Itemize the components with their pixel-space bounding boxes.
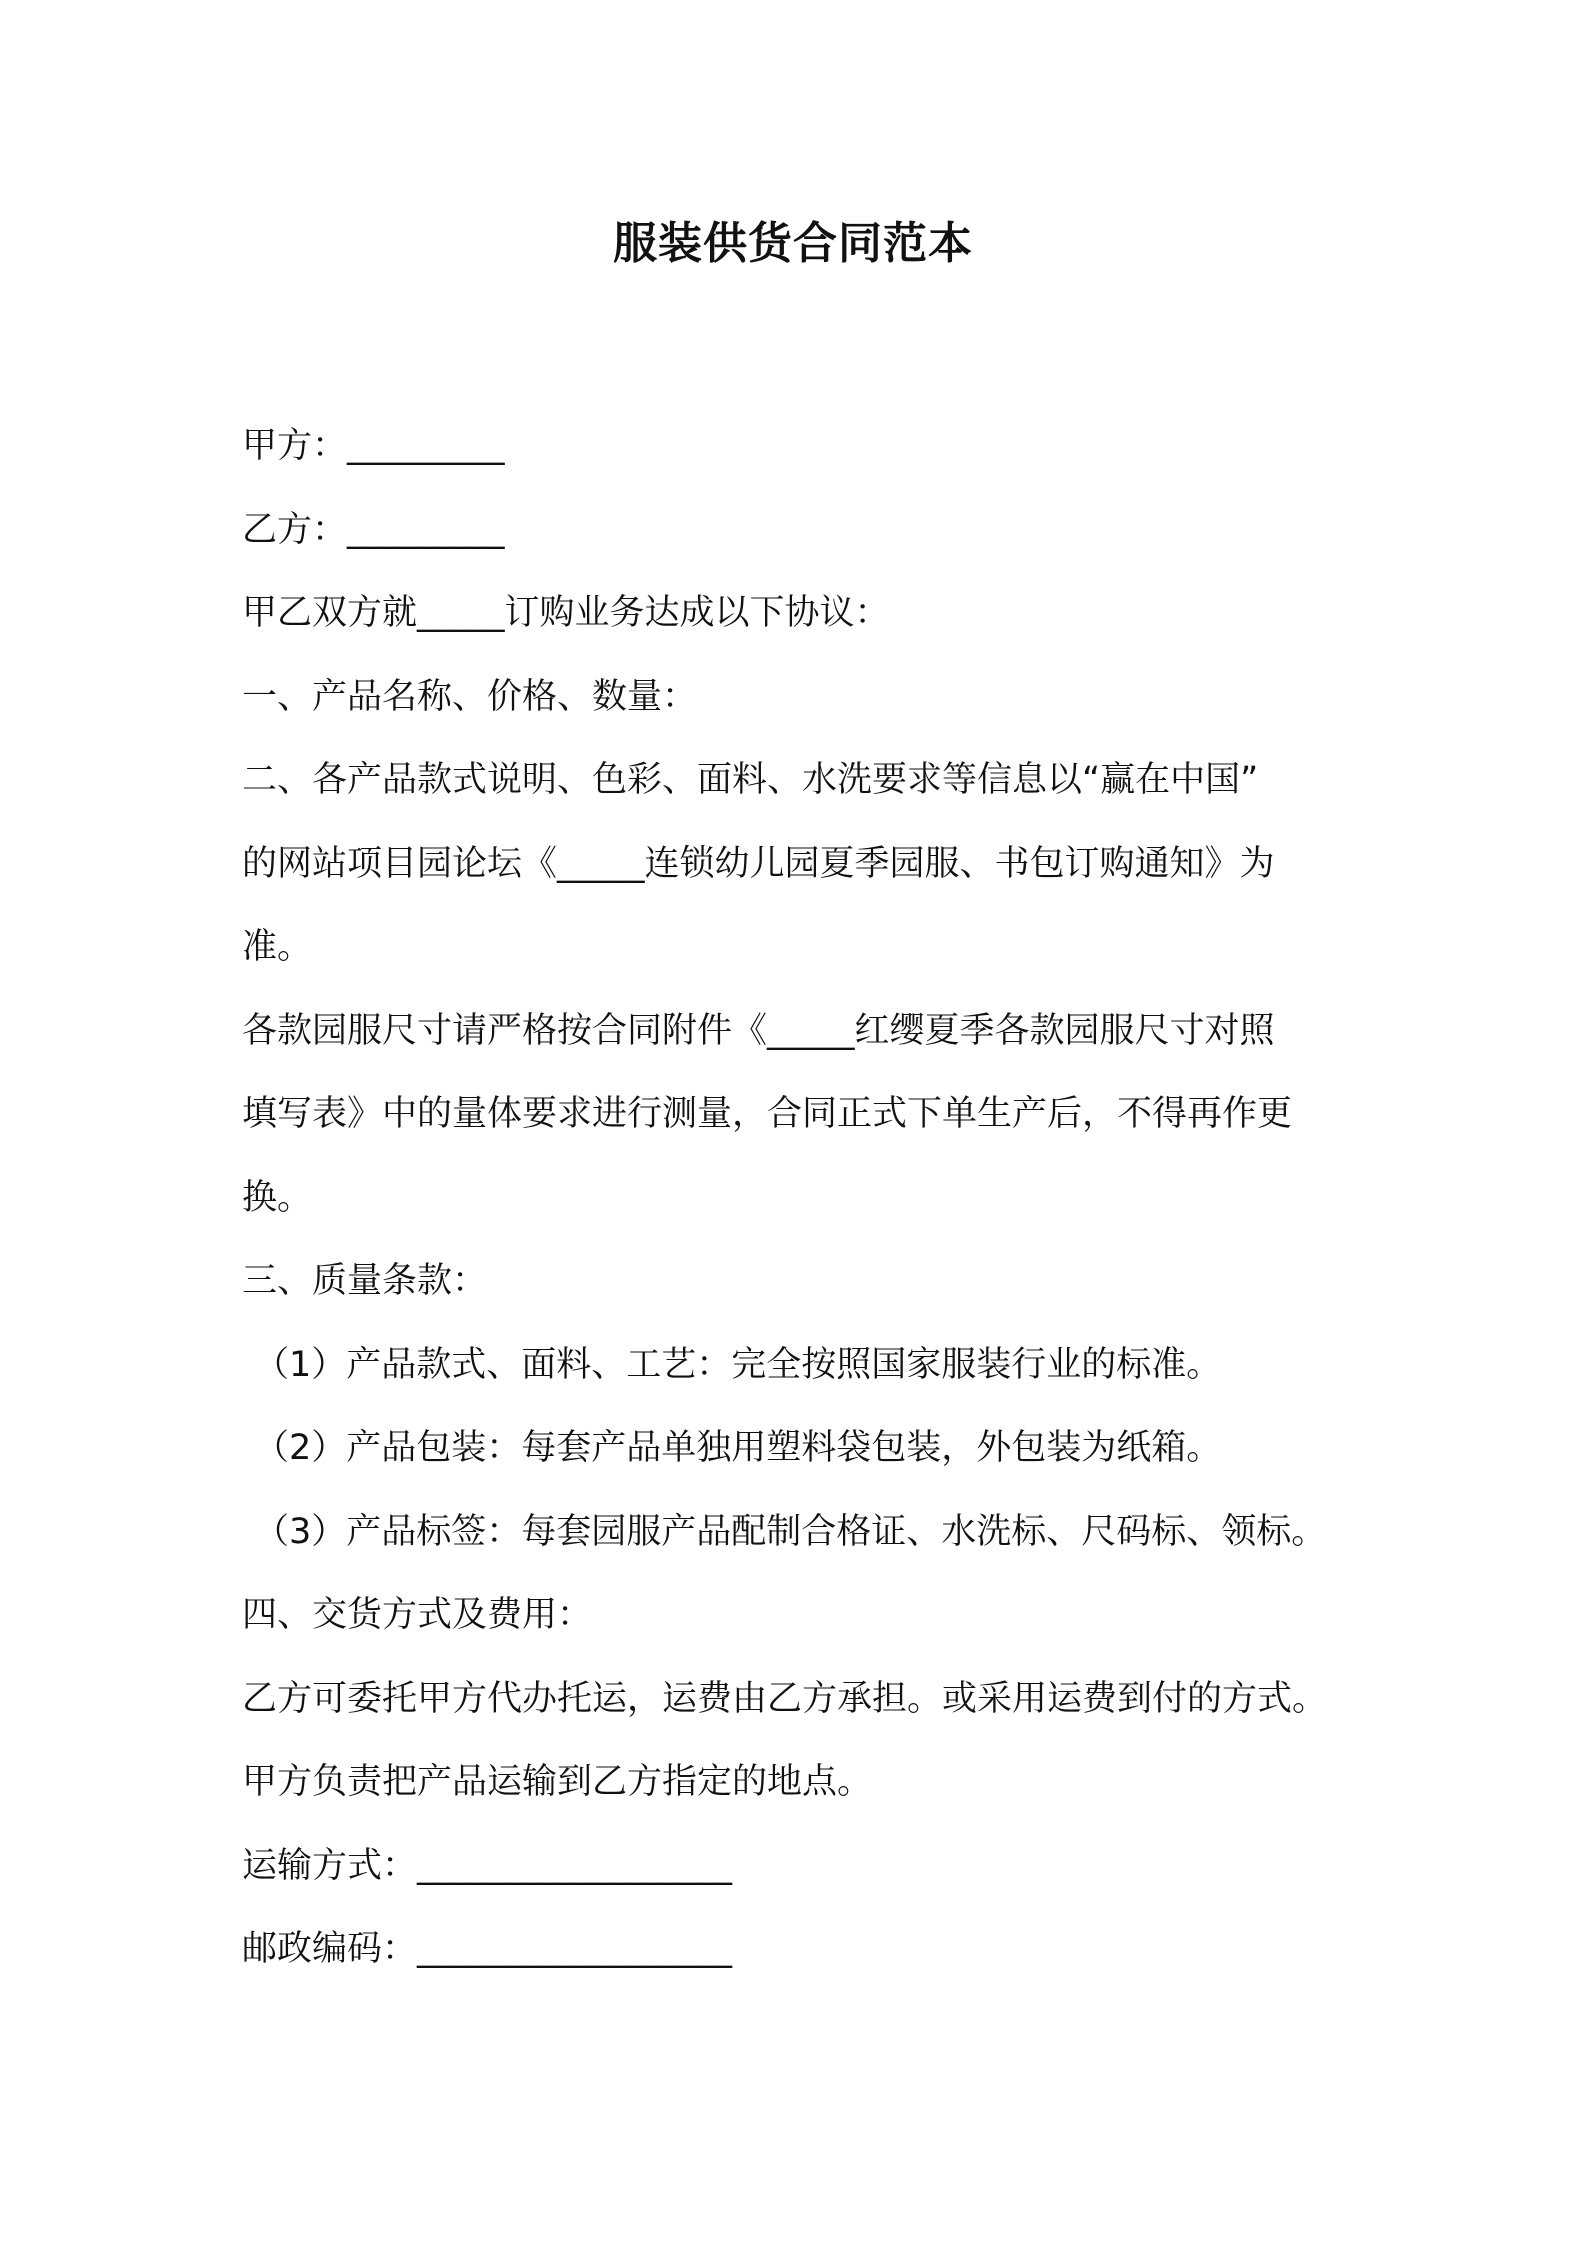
section-1-heading: 一、产品名称、价格、数量： bbox=[242, 676, 698, 717]
party-a-line: 甲方：_________ bbox=[242, 426, 505, 466]
section-2-line-3: 准。 bbox=[242, 927, 313, 967]
size-paragraph-line-1: 各款园服尺寸请严格按合同附件《_____红缨夏季各款园服尺寸对照 bbox=[242, 1010, 1275, 1051]
size-paragraph-line-3: 换。 bbox=[242, 1177, 313, 1218]
section-3-heading: 三、质量条款： bbox=[242, 1261, 488, 1301]
party-b-line: 乙方：_________ bbox=[242, 509, 505, 550]
agreement-intro: 甲乙双方就_____订购业务达成以下协议： bbox=[242, 593, 890, 633]
section-2-line-1: 二、各产品款式说明、色彩、面料、水洗要求等信息以“赢在中国” bbox=[242, 760, 1259, 800]
postal-code-line: 邮政编码：__________________ bbox=[242, 1929, 733, 1969]
delivery-paragraph-line-2: 甲方负责把产品运输到乙方指定的地点。 bbox=[242, 1762, 873, 1802]
delivery-paragraph-line-1: 乙方可委托甲方代办托运，运费由乙方承担。或采用运费到付的方式。 bbox=[242, 1678, 1328, 1719]
quality-item-3: （3）产品标签：每套园服产品配制合格证、水洗标、尺码标、领标。 bbox=[254, 1511, 1327, 1552]
quality-item-2: （2）产品包装：每套产品单独用塑料袋包装，外包装为纸箱。 bbox=[254, 1428, 1222, 1468]
quality-item-1: （1）产品款式、面料、工艺：完全按照国家服装行业的标准。 bbox=[254, 1344, 1222, 1385]
size-paragraph-line-2: 填写表》中的量体要求进行测量，合同正式下单生产后，不得再作更 bbox=[242, 1094, 1293, 1134]
document-body bbox=[242, 405, 1422, 1992]
document-title: 服装供货合同范本 bbox=[613, 218, 973, 269]
section-4-heading: 四、交货方式及费用： bbox=[242, 1595, 593, 1635]
transport-method-line: 运输方式：__________________ bbox=[242, 1845, 733, 1886]
section-2-line-2: 的网站项目园论坛《_____连锁幼儿园夏季园服、书包订购通知》为 bbox=[242, 843, 1275, 884]
